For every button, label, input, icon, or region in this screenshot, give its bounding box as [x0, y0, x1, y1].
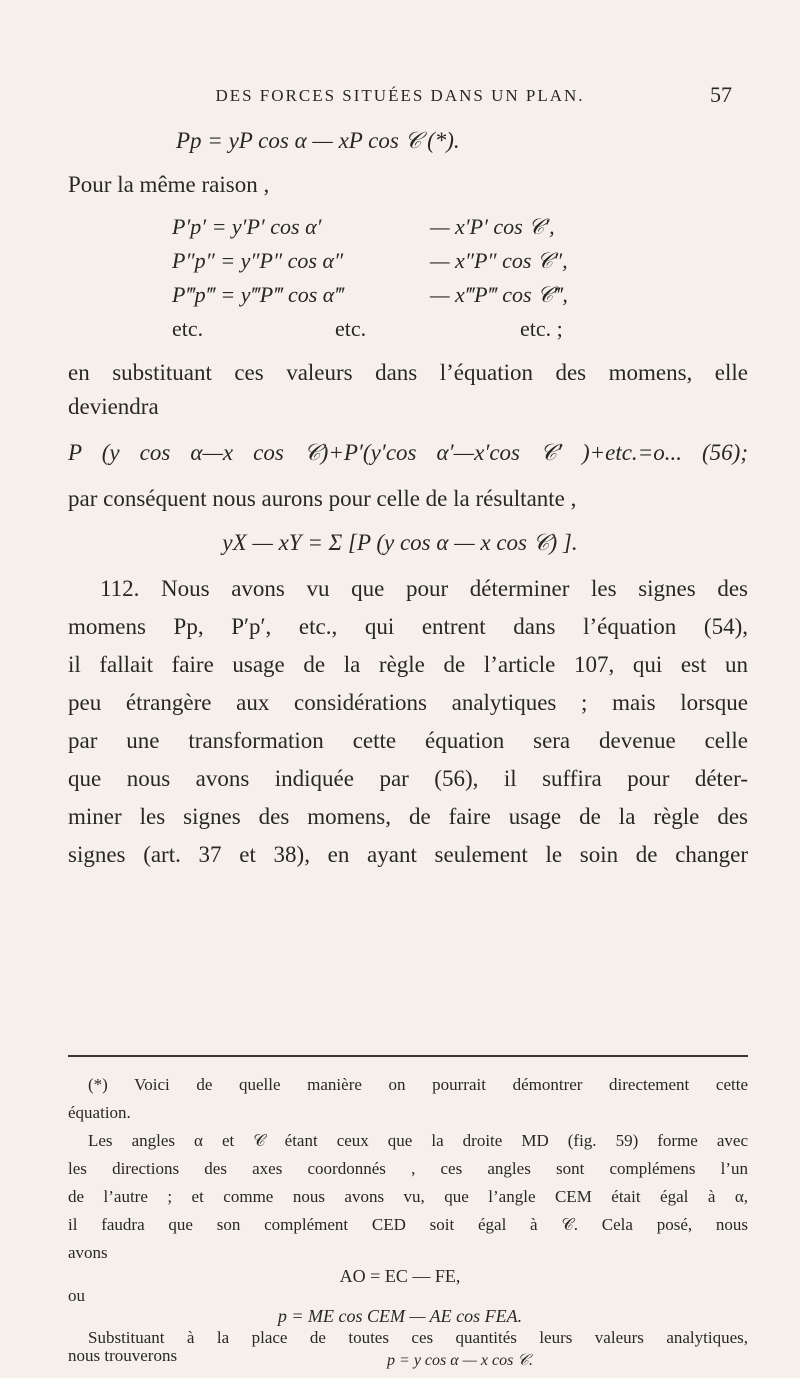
- footnote-line: nous trouverons: [68, 1346, 178, 1365]
- paragraph-line: deviendra: [68, 394, 159, 419]
- running-head: DES FORCES SITUÉES DANS UN PLAN.: [215, 86, 585, 105]
- footnote-line: les directions des axes coordonnés , ces angles sont complémens l’un: [68, 1159, 748, 1178]
- etc-1: etc.: [172, 316, 204, 341]
- paragraph-line: en substituant ces valeurs dans l’équation des momens, elle: [68, 360, 748, 385]
- paragraph-line: peu étrangère aux considérations analytiques ; mais lorsque: [68, 690, 748, 715]
- paragraph-line: il fallait faire usage de la règle de l’article 107, qui est un: [68, 652, 748, 677]
- page-number: 57: [710, 82, 732, 107]
- equation-left: P‴p‴ = y‴P‴ cos α‴: [172, 282, 344, 307]
- footnote-line: (*) Voici de quelle manière on pourrait démontrer directement cette: [88, 1075, 748, 1094]
- paragraph-line: miner les signes des momens, de faire usage de la règle des: [68, 804, 748, 829]
- paragraph-line: signes (art. 37 et 38), en ayant seulement le soin de changer: [68, 842, 748, 867]
- footnote-line: il faudra que son complément CED soit égal à 𝒞. Cela posé, nous: [68, 1215, 748, 1234]
- paragraph-line: momens Pp, P′p′, etc., qui entrent dans l’équation (54),: [68, 614, 748, 639]
- footnote-rule: [68, 1055, 748, 1057]
- text-line: Pour la même raison ,: [68, 172, 270, 197]
- paragraph-line: 112. Nous avons vu que pour déterminer les signes des: [100, 576, 748, 601]
- equation-left: P′p′ = y′P′ cos α′: [172, 214, 322, 239]
- paragraph-line: par conséquent nous aurons pour celle de la résultante ,: [68, 486, 577, 511]
- paragraph-line: que nous avons indiquée par (56), il suffira pour déter-: [68, 766, 748, 791]
- page-header: [0, 82, 800, 112]
- footnote-line: équation.: [68, 1103, 131, 1122]
- equation-left: P″p″ = y″P″ cos α″: [172, 248, 344, 273]
- equation-right: — x′P′ cos 𝒞′,: [430, 214, 555, 239]
- footnote-line: Les angles α et 𝒞 étant ceux que la droite MD (fig. 59) forme avec: [88, 1131, 748, 1150]
- etc-3: etc. ;: [520, 316, 563, 341]
- footnote-line: avons: [68, 1243, 108, 1262]
- paragraph-line: par une transformation cette équation sera devenue celle: [68, 728, 748, 753]
- footnote-equation-final: p = y cos α — x cos 𝒞.: [387, 1352, 533, 1369]
- footnote-line: Substituant à la place de toutes ces quantités leurs valeurs analytiques,: [88, 1328, 748, 1347]
- etc-2: etc.: [335, 316, 367, 341]
- equation-moment-p: Pp = yP cos α — xP cos 𝒞 (*).: [176, 128, 460, 153]
- footnote-equation-ao: AO = EC — FE,: [339, 1266, 461, 1286]
- equation-right: — x‴P‴ cos 𝒞‴,: [430, 282, 568, 307]
- equation-right: — x″P″ cos 𝒞″,: [430, 248, 568, 273]
- footnote-ou: ou: [68, 1286, 85, 1305]
- equation-56: P (y cos α—x cos 𝒞)+P′(y′cos α′—x′cos 𝒞′ )+etc.=o... (56);: [68, 440, 748, 465]
- footnote-line: de l’autre ; et comme nous avons vu, que l’angle CEM était égal à α,: [68, 1187, 748, 1206]
- equation-resultante: yX — xY = Σ [P (y cos α — x cos 𝒞) ].: [222, 530, 578, 555]
- footnote-equation-p: p = ME cos CEM — AE cos FEA.: [277, 1306, 523, 1326]
